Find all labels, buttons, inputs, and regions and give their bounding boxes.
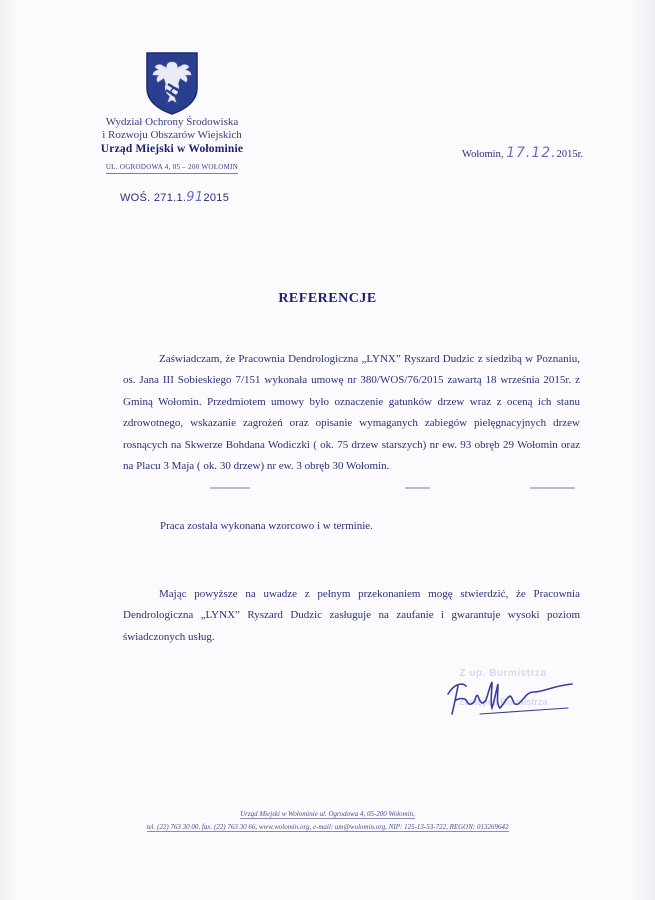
department-line-1: Wydział Ochrony Środowiska xyxy=(105,116,239,128)
scan-artifact xyxy=(530,487,575,489)
handwritten-signature xyxy=(440,672,580,722)
paragraph-certification-text: Zaświadczam, że Pracownia Dendrologiczna „LYNX” Ryszard Dudzic z siedzibą w Poznaniu, os. Jana III Sobieskiego 7/151 wykonała umowę nr 380/WOS/76/2015 zawartą 18 września 2015r. z Gminą Wołomin. Przedmiotem umowy było oznaczenie gatunków drzew wraz z oceną ich stanu zdrowotnego, wskazanie zagrożeń oraz opisanie wymaganych zabiegów pielęgnacyjnych drzew rosnących na Skwerze Bohdana Wodiczki ( ok. 75 drzew starszych) nr ew. 93 obręb 29 Wołomin oraz na Placu 3 Maja ( ok. 30 drzew) nr ew. 3 obręb 30 Wołomin. xyxy=(123,353,580,473)
reference-handwritten-number: 91 xyxy=(186,190,204,205)
footer-address xyxy=(0,810,655,818)
paragraph-recommendation-text: Mając powyższe na uwadze z pełnym przekonaniem mogę stwierdzić, że Pracownia Dendrologiczna „LYNX” Ryszard Dudzic zasługuje na zaufanie i gwarantuje wysoki poziom świadczonych usług. xyxy=(123,588,580,643)
paragraph-completion: Praca została wykonana wzorcowo i w terminie. xyxy=(160,520,373,532)
scan-artifact xyxy=(210,487,250,489)
scan-artifact xyxy=(405,487,430,489)
footer-contact xyxy=(0,823,655,831)
paragraph-certification xyxy=(123,349,580,477)
handwritten-date: 17.12. xyxy=(506,145,557,161)
footer-contact-text: tel. (22) 763 30 00, fax. (22) 763 30 66, www.wolomin.org, e-mail: um@wolomin.org, NIP: 125-13-53-722, REGON: 013269642 xyxy=(146,823,509,831)
office-name: Urząd Miejski w Wołominie xyxy=(100,143,244,155)
footer-address-text: Urząd Miejski w Wołominie ul. Ogrodowa 4, 05-200 Wołomin, xyxy=(240,810,415,818)
date-year: 2015r. xyxy=(556,149,584,160)
stamp-line-2: Zastępca Burmistrza xyxy=(458,697,548,707)
reference-prefix: WOŚ. 271.1. xyxy=(120,192,187,204)
stamp-line-1: Z up. Burmistrza xyxy=(459,668,547,679)
place-and-date xyxy=(462,145,583,161)
office-address: UL. OGRODOWA 4, 05 – 200 WOŁOMIN xyxy=(106,162,238,174)
letterhead xyxy=(78,50,266,174)
reference-number xyxy=(120,190,229,205)
reference-year: 2015 xyxy=(203,192,230,204)
document-title: REFERENCJE xyxy=(278,291,377,306)
paragraph-recommendation xyxy=(123,584,580,648)
department-line-2: i Rozwoju Obszarów Wiejskich xyxy=(102,129,242,141)
place: Wołomin, xyxy=(462,149,504,160)
coat-of-arms-icon xyxy=(144,50,200,116)
